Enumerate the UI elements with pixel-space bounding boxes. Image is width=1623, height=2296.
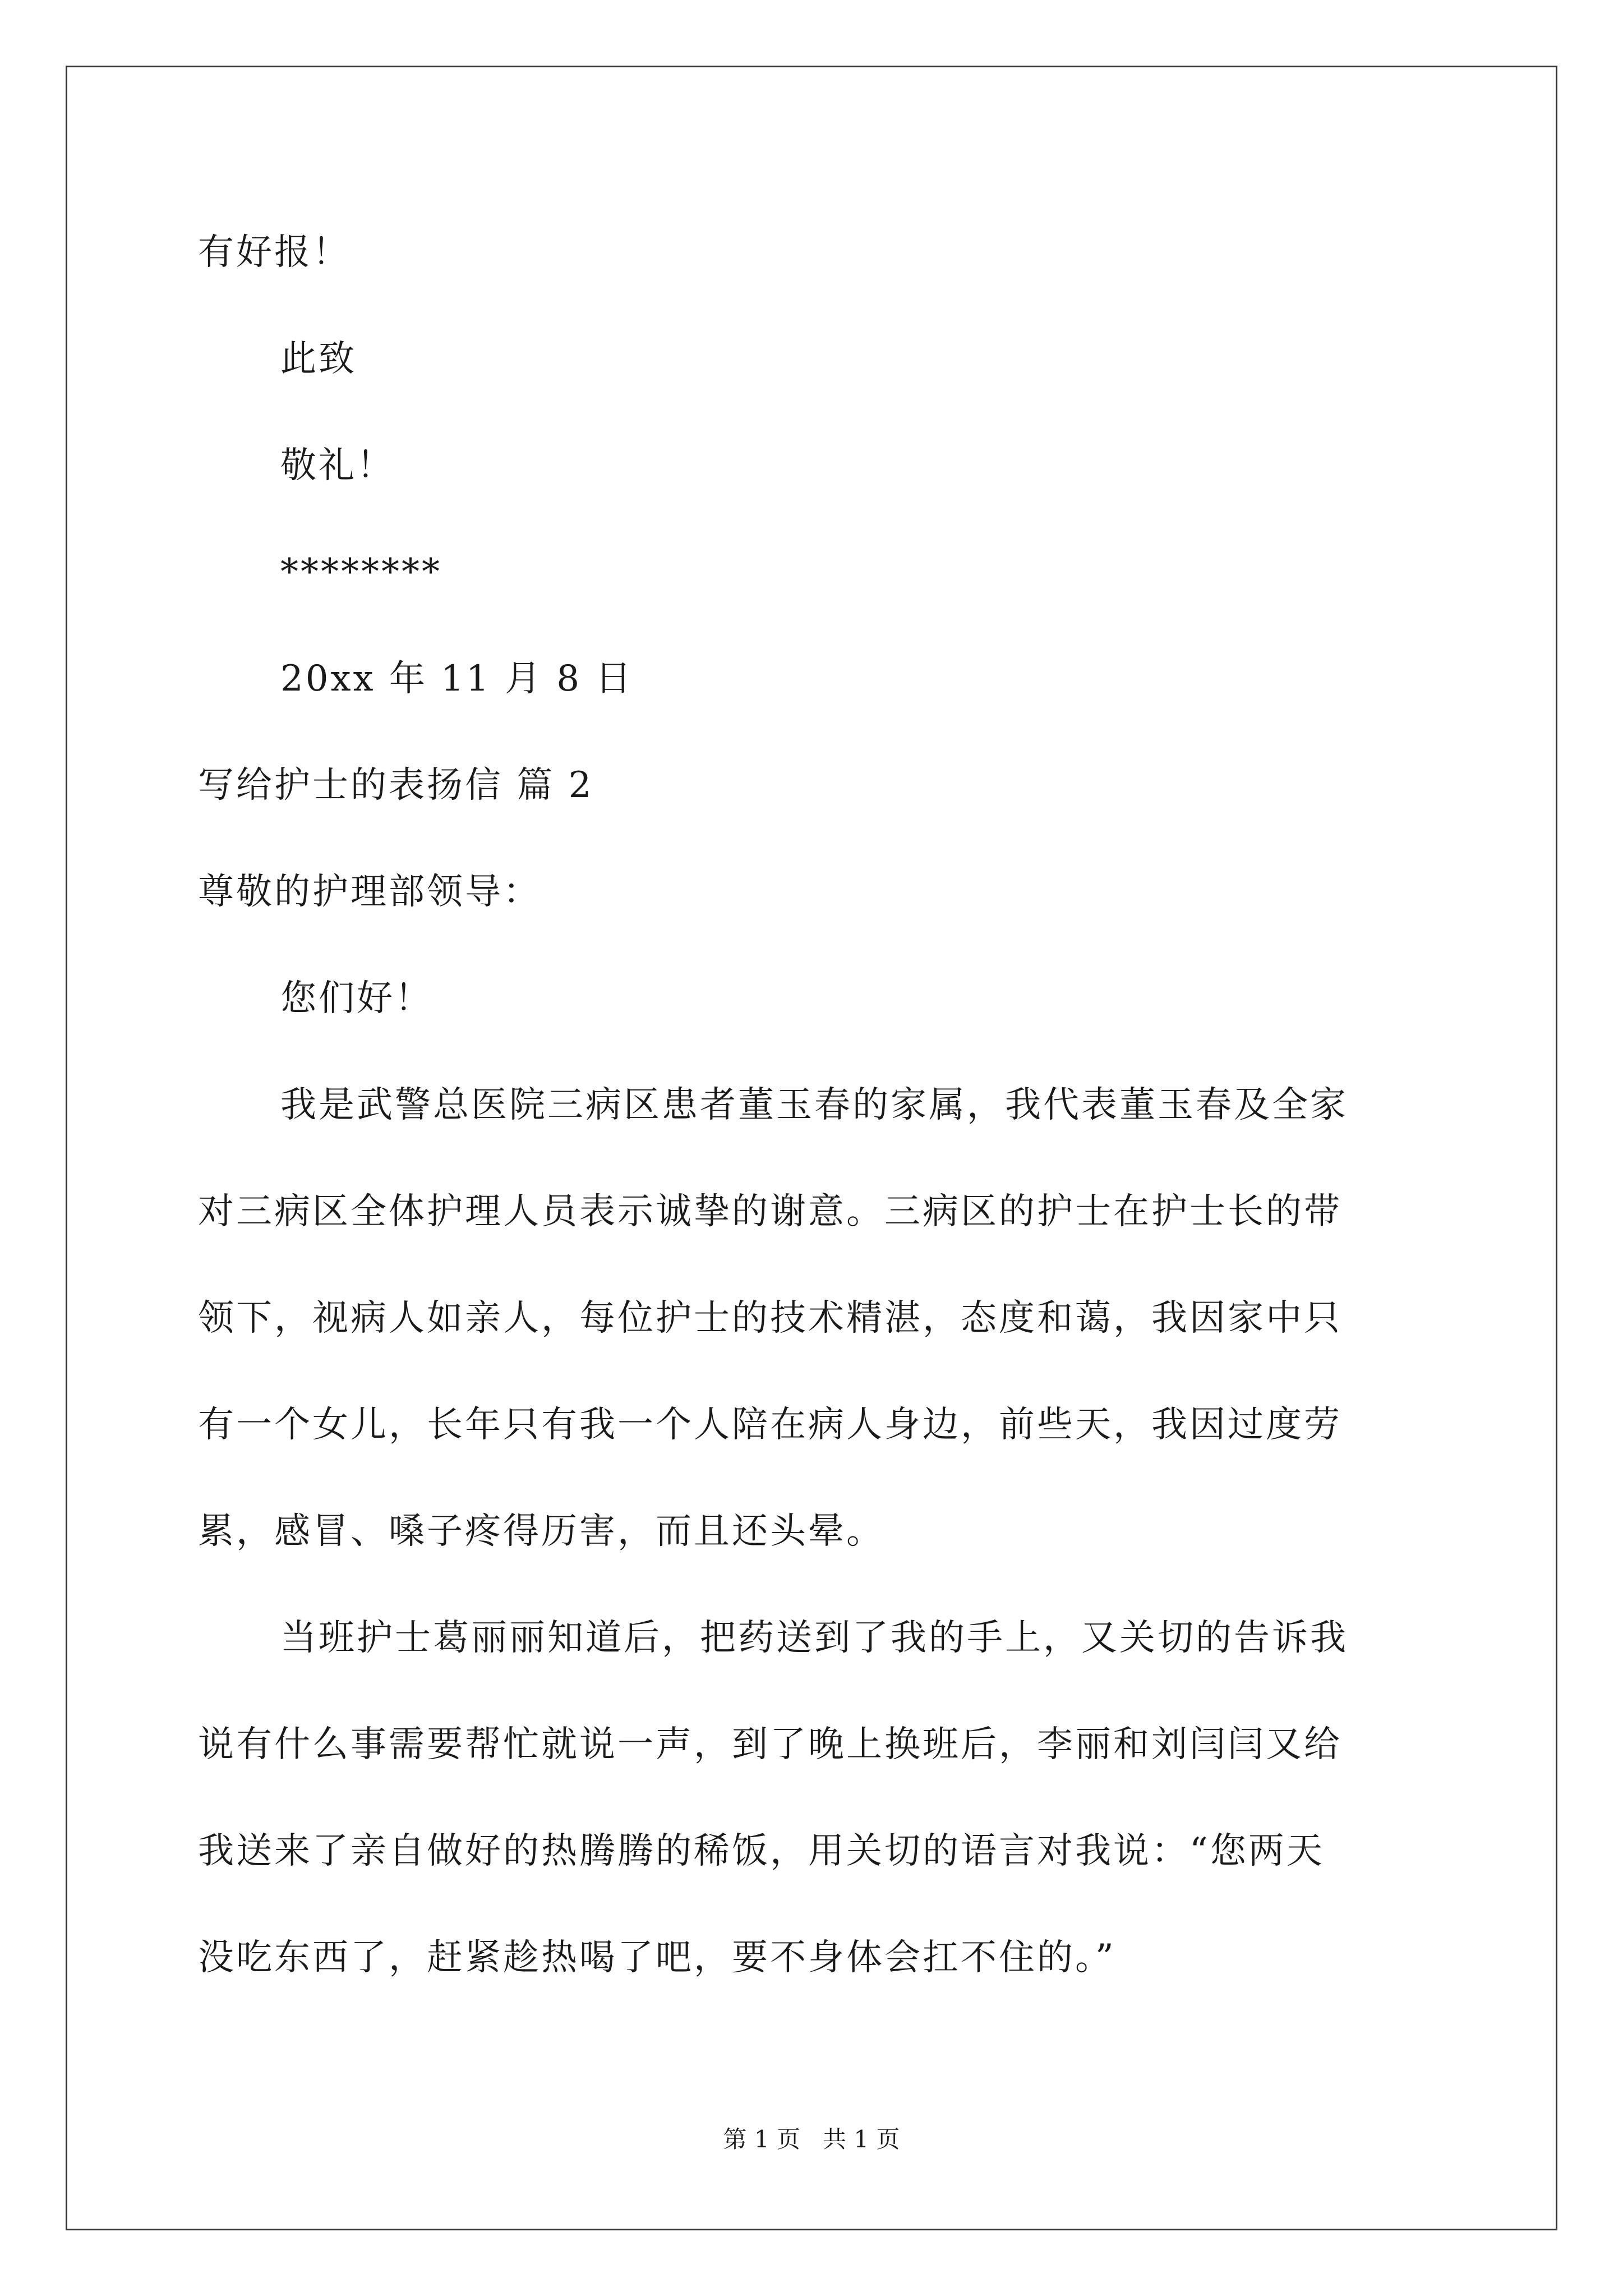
section-heading: 写给护士的表扬信 篇 2 (198, 765, 594, 806)
letter-addressee: 尊敬的护理部领导： (198, 871, 541, 913)
page-border (66, 66, 1557, 2230)
body-paragraph-1-line-2: 对三病区全体护理人员表示诚挚的谢意。三病区的护士在护士长的带 (198, 1191, 1342, 1232)
page-footer: 第 1 页 共 1 页 (723, 2125, 900, 2153)
salutation-jingli: 敬礼！ (280, 445, 395, 486)
body-paragraph-2-line-3: 我送来了亲自做好的热腾腾的稀饭，用关切的语言对我说：“您两天 (198, 1830, 1325, 1872)
body-paragraph-2-line-4: 没吃东西了，赶紧趁热喝了吧，要不身体会扛不住的。” (198, 1937, 1116, 1978)
letter-date: 20xx 年 11 月 8 日 (280, 658, 634, 700)
body-paragraph-1-line-3: 领下，视病人如亲人，每位护士的技术精湛，态度和蔼，我因家中只 (198, 1297, 1342, 1339)
signature-placeholder: ******** (280, 551, 442, 593)
greeting: 您们好！ (280, 978, 433, 1019)
body-paragraph-2-line-1: 当班护士葛丽丽知道后，把药送到了我的手上，又关切的告诉我 (280, 1617, 1348, 1659)
closing-line: 有好报！ (198, 232, 351, 273)
salutation-cizhi: 此致 (280, 338, 357, 380)
body-paragraph-2-line-2: 说有什么事需要帮忙就说一声，到了晚上换班后，李丽和刘闫闫又给 (198, 1724, 1342, 1765)
body-paragraph-1-line-4: 有一个女儿，长年只有我一个人陪在病人身边，前些天，我因过度劳 (198, 1404, 1342, 1446)
body-paragraph-1-line-5: 累，感冒、嗓子疼得历害，而且还头晕。 (198, 1511, 884, 1552)
body-paragraph-1-line-1: 我是武警总医院三病区患者董玉春的家属，我代表董玉春及全家 (280, 1084, 1348, 1126)
